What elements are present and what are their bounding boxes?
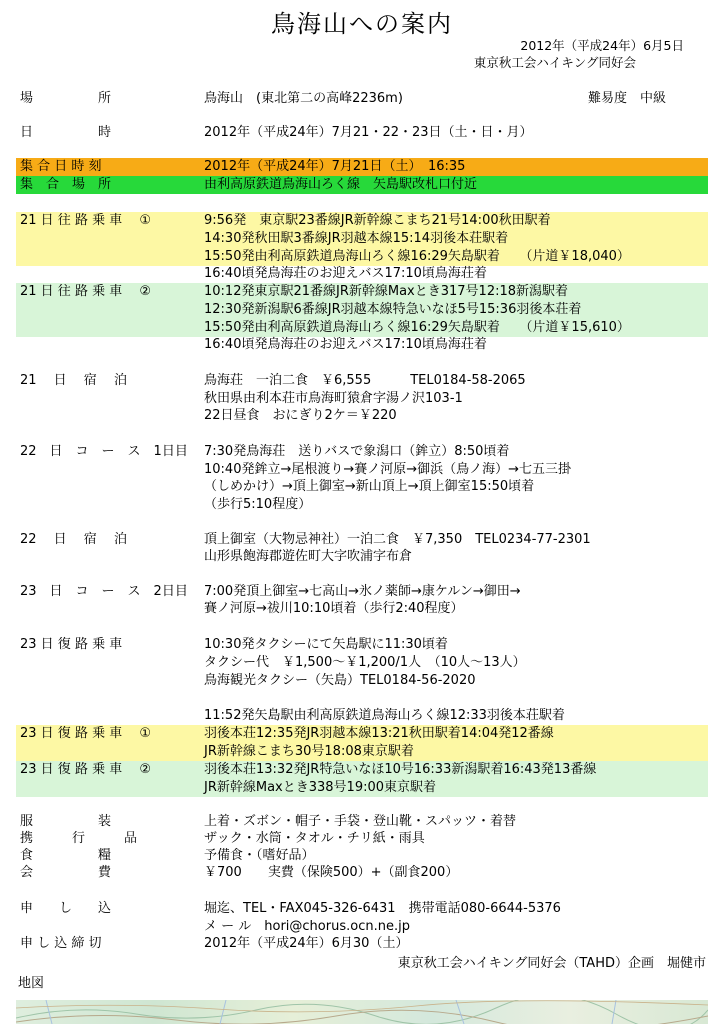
return-label: 23 日 復 路 乗 車 [20, 637, 123, 652]
stay22-line: 山形県飽海郡遊佐町大字吹浦字布倉 [204, 549, 413, 564]
stay21-label: 21 日 宿 泊 [20, 373, 127, 388]
meeting-place-value: 由利高原鉄道鳥海山ろく線 矢島駅改札口付近 [204, 177, 478, 192]
apply-email[interactable]: メ ー ル hori@chorus.ocn.ne.jp [204, 919, 410, 934]
return1-label: 23 日 復 路 乗 車 ① [20, 726, 151, 741]
location-label: 場 所 [20, 91, 112, 106]
item-belongings-row [16, 830, 708, 848]
course23-row [16, 600, 708, 618]
item-fee-row [16, 864, 708, 882]
return1-line: 羽後本荘12:35発JR羽越本線13:21秋田駅着14:04発12番線 [204, 726, 554, 741]
return-line: 10:30発タクシーにて矢島駅に11:30頃着 [204, 637, 448, 652]
meeting-time-label: 集 合 日 時 刻 [20, 159, 102, 174]
outbound2-row [16, 336, 708, 354]
stay22-label: 22 日 宿 泊 [20, 532, 127, 547]
organizer-name: 東京秋工会ハイキング同好会 [473, 55, 636, 70]
outbound2-line: 10:12発東京駅21番線JR新幹線Maxとき317号12:18新潟駅着 [204, 284, 569, 299]
stay21-line: 22日昼食 おにぎり2ケ＝￥220 [204, 408, 397, 423]
return2-row [16, 779, 708, 797]
return2-line: JR新幹線Maxとき338号19:00東京駅着 [204, 780, 437, 795]
stay22-line: 頂上御室（大物忌神社）一泊二食 ￥7,350 TEL0234-77-2301 [204, 532, 591, 547]
document-date: 2012年（平成24年）6月5日 [520, 38, 684, 53]
return1-line: JR新幹線こまち30号18:08東京駅着 [204, 744, 414, 759]
course22-line: 7:30発鳥海荘 送りバスで象潟口（鉾立）8:50頃着 [204, 444, 510, 459]
course22-row [16, 478, 708, 496]
course22-line: （しめかけ）→頂上御室→新山頂上→頂上御室15:50頃着 [204, 479, 535, 494]
meeting-time-row [16, 158, 708, 176]
stay21-row [16, 407, 708, 425]
item-clothing-row [16, 813, 708, 831]
item-label: 携 行 品 [20, 831, 138, 846]
stay21-row [16, 390, 708, 408]
page-title: 鳥海山への案内 [271, 10, 453, 38]
stay21-line: 秋田県由利本荘市鳥海町猿倉字湯ノ沢103-1 [204, 391, 463, 406]
outbound1-row [16, 265, 708, 283]
outbound2-label: 21 日 往 路 乗 車 ② [20, 284, 151, 299]
course23-row [16, 583, 708, 601]
outbound1-row [16, 230, 708, 248]
item-label: 会 費 [20, 865, 112, 880]
outbound1-line: 14:30発秋田駅3番線JR羽越本線15:14羽後本荘駅着 [204, 231, 509, 246]
item-food-row [16, 847, 708, 865]
schedule-label: 日 時 [20, 125, 112, 140]
apply-row [16, 918, 708, 936]
footer-credit: 東京秋工会ハイキング同好会（TAHD）企画 堀健市 [397, 956, 706, 971]
outbound2-line: 12:30発新潟駅6番線JR羽越本線特急いなほ5号15:36羽後本荘着 [204, 302, 582, 317]
outbound1-label: 21 日 往 路 乗 車 ① [20, 213, 151, 228]
outbound1-row [16, 248, 708, 266]
meeting-place-row [16, 176, 708, 194]
course23-line: 7:00発頂上御室→七高山→氷ノ薬師→康ケルン→御田→ [204, 584, 521, 599]
return1-row [16, 743, 708, 761]
stay22-row [16, 548, 708, 566]
item-value: ￥700 実費（保険500）+（副食200） [204, 865, 459, 880]
course23-label: 23 日 コ ー ス 2日目 [20, 584, 188, 599]
return2-row [16, 761, 708, 779]
outbound1-line: 16:40頃発鳥海荘のお迎えバス17:10頃鳥海荘着 [204, 266, 487, 281]
return-row [16, 654, 708, 672]
return-row [16, 707, 708, 725]
map-label: 地図 [18, 976, 45, 991]
deadline-row [16, 935, 708, 953]
course22-row [16, 496, 708, 514]
return2-line: 羽後本荘13:32発JR特急いなほ10号16:33新潟駅着16:43発13番線 [204, 762, 597, 777]
course22-line: （歩行5:10程度） [204, 497, 312, 512]
return-row [16, 672, 708, 690]
stay21-line: 鳥海荘 一泊二食 ￥6,555 TEL0184-58-2065 [204, 373, 526, 388]
outbound2-row [16, 301, 708, 319]
deadline-value: 2012年（平成24年）6月30（土） [204, 936, 409, 951]
outbound2-row [16, 319, 708, 337]
schedule-value: 2012年（平成24年）7月21・22・23日（土・日・月） [204, 125, 533, 140]
map-contours [16, 1000, 708, 1024]
return1-row [16, 725, 708, 743]
item-value: 上着・ズボン・帽子・手袋・登山靴・スパッツ・着替 [204, 814, 517, 829]
outbound2-line: 15:50発由利高原鉄道鳥海山ろく線16:29矢島駅着 （片道￥15,610） [204, 320, 630, 335]
location-row [16, 90, 708, 108]
course22-row [16, 461, 708, 479]
course22-label: 22 日 コ ー ス 1日目 [20, 444, 188, 459]
apply-label: 申 し 込 [20, 901, 112, 916]
return-row [16, 636, 708, 654]
outbound2-line: 16:40頃発鳥海荘のお迎えバス17:10頃鳥海荘着 [204, 337, 487, 352]
meeting-place-label: 集 合 場 所 [20, 177, 112, 192]
item-label: 食 糧 [20, 848, 112, 863]
item-value: 予備食・（嗜好品） [204, 848, 315, 863]
difficulty-value: 難易度 中級 [588, 91, 667, 106]
map-image [16, 1000, 708, 1024]
meeting-time-value: 2012年（平成24年）7月21日（土） 16:35 [204, 159, 466, 174]
return-line: 鳥海観光タクシー（矢島）TEL0184-56-2020 [204, 673, 476, 688]
item-label: 服 装 [20, 814, 112, 829]
outbound1-line: 15:50発由利高原鉄道鳥海山ろく線16:29矢島駅着 （片道￥18,040） [204, 249, 630, 264]
stay21-row [16, 372, 708, 390]
location-value: 鳥海山 (東北第二の高峰2236m) [204, 91, 403, 106]
item-value: ザック・水筒・タオル・チリ紙・雨具 [204, 831, 425, 846]
course23-line: 賽ノ河原→祓川10:10頃着（歩行2:40程度） [204, 601, 464, 616]
stay22-row [16, 531, 708, 549]
course22-row [16, 443, 708, 461]
apply-contact: 堀迄、TEL・FAX045-326-6431 携帯電話080-6644-5376 [204, 901, 561, 916]
return2-label: 23 日 復 路 乗 車 ② [20, 762, 151, 777]
deadline-label: 申 し 込 締 切 [20, 936, 102, 951]
outbound2-row [16, 283, 708, 301]
return-line: タクシー代 ￥1,500～￥1,200/1人 （10人～13人） [204, 655, 526, 670]
outbound1-line: 9:56発 東京駅23番線JR新幹線こまち21号14:00秋田駅着 [204, 213, 551, 228]
apply-row [16, 900, 708, 918]
return-line: 11:52発矢島駅由利高原鉄道鳥海山ろく線12:33羽後本荘駅着 [204, 708, 565, 723]
outbound1-row [16, 212, 708, 230]
schedule-row [16, 124, 708, 142]
course22-line: 10:40発鉾立→尾根渡り→賽ノ河原→御浜（鳥ノ海）→七五三掛 [204, 462, 572, 477]
